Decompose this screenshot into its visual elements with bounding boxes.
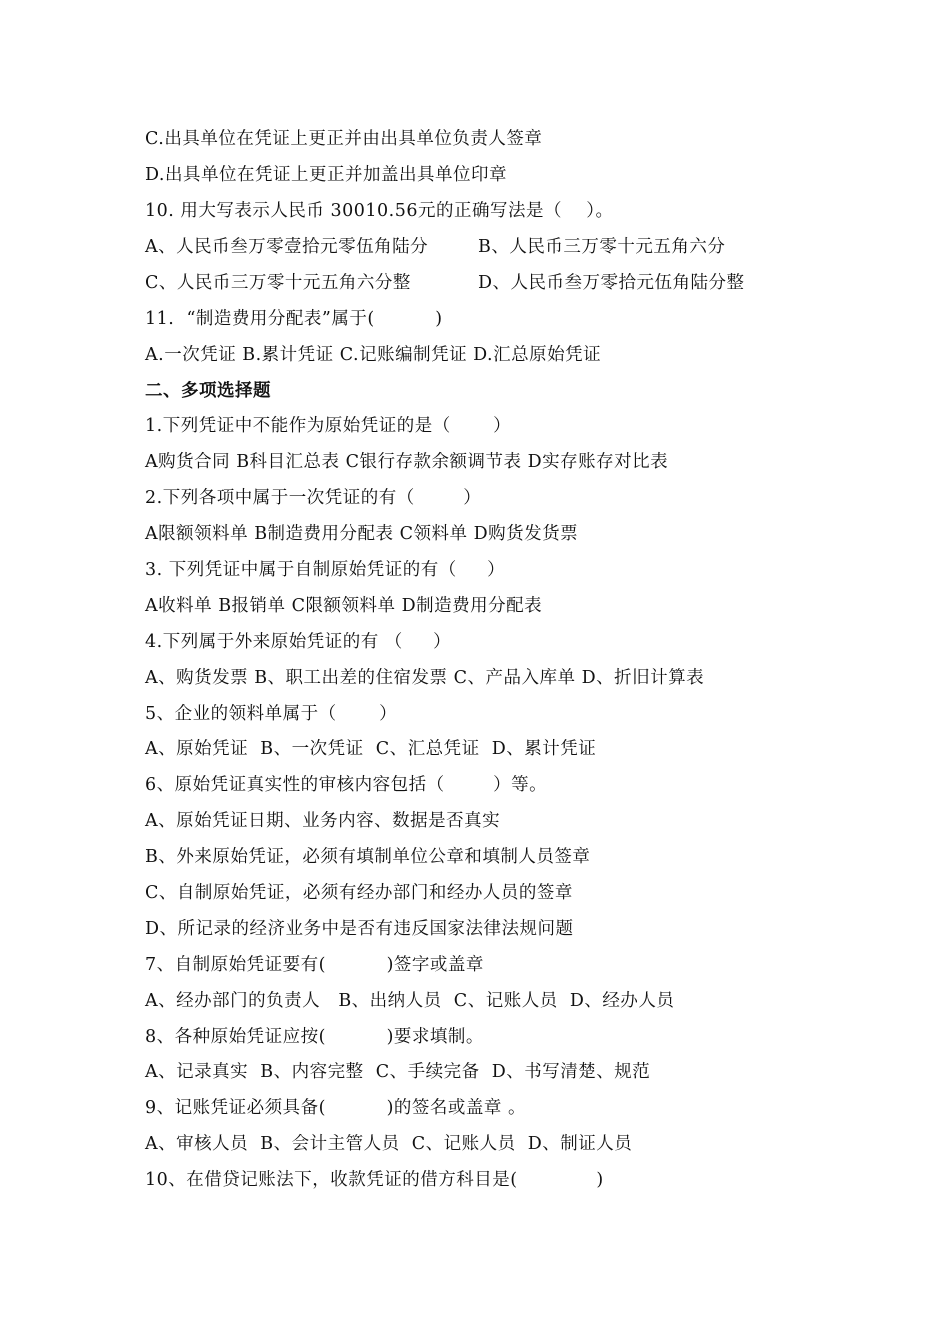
multi-question-8-options: A、记录真实 B、内容完整 C、手续完备 D、书写清楚、规范 [145,1062,651,1082]
option-10-c: C、人民币三万零十元五角六分整 [145,273,411,293]
multi-question-4: 4.下列属于外来原始凭证的有 （ ） [145,632,452,652]
option-10-b: B、人民币三万零十元五角六分 [478,237,726,257]
multi-question-4-options: A、购货发票 B、职工出差的住宿发票 C、产品入库单 D、折旧计算表 [145,668,705,688]
multi-question-1-options: A购货合同 B科目汇总表 C银行存款余额调节表 D实存账存对比表 [145,452,669,472]
multi-question-5-options: A、原始凭证 B、一次凭证 C、汇总凭证 D、累计凭证 [145,739,597,759]
multi-question-2: 2.下列各项中属于一次凭证的有（ ） [145,488,482,508]
multi-question-7: 7、自制原始凭证要有( )签字或盖章 [145,955,484,975]
question-10: 10. 用大写表示人民币 30010.56元的正确写法是（ ）。 [145,201,614,221]
option-10-a: A、人民币叁万零壹拾元零伍角陆分 [145,237,429,257]
option-c-line: C.出具单位在凭证上更正并由出具单位负责人签章 [145,129,543,149]
multi-question-1: 1.下列凭证中不能作为原始凭证的是（ ） [145,416,512,436]
multi-question-7-options: A、经办部门的负责人 B、出纳人员 C、记账人员 D、经办人员 [145,991,675,1011]
multi-question-5: 5、企业的领料单属于（ ） [145,704,398,724]
multi-question-10: 10、在借贷记账法下，收款凭证的借方科目是( ) [145,1170,604,1190]
multi-question-3-options: A收料单 B报销单 C限额领料单 D制造费用分配表 [145,596,543,616]
option-d-line: D.出具单位在凭证上更正并加盖出具单位印章 [145,165,507,185]
question-11: 11. “制造费用分配表”属于( ) [145,309,443,329]
multi-question-9: 9、记账凭证必须具备( )的签名或盖章 。 [145,1098,526,1118]
option-10-d: D、人民币叁万零拾元伍角陆分整 [478,273,745,293]
multi-question-6-option-a: A、原始凭证日期、业务内容、数据是否真实 [145,811,501,831]
multi-question-3: 3. 下列凭证中属于自制原始凭证的有（ ） [145,560,506,580]
multi-question-6: 6、原始凭证真实性的审核内容包括（ ）等。 [145,775,548,795]
question-11-options: A.一次凭证 B.累计凭证 C.记账编制凭证 D.汇总原始凭证 [145,345,602,365]
multi-question-9-options: A、审核人员 B、会计主管人员 C、记账人员 D、制证人员 [145,1134,633,1154]
multi-question-6-option-c: C、自制原始凭证，必须有经办部门和经办人员的签章 [145,883,573,903]
multi-question-2-options: A限额领料单 B制造费用分配表 C领料单 D购货发货票 [145,524,579,544]
multi-question-8: 8、各种原始凭证应按( )要求填制。 [145,1027,484,1047]
section-heading: 二、多项选择题 [145,381,271,401]
multi-question-6-option-d: D、所记录的经济业务中是否有违反国家法律法规问题 [145,919,574,939]
multi-question-6-option-b: B、外来原始凭证，必须有填制单位公章和填制人员签章 [145,847,591,867]
